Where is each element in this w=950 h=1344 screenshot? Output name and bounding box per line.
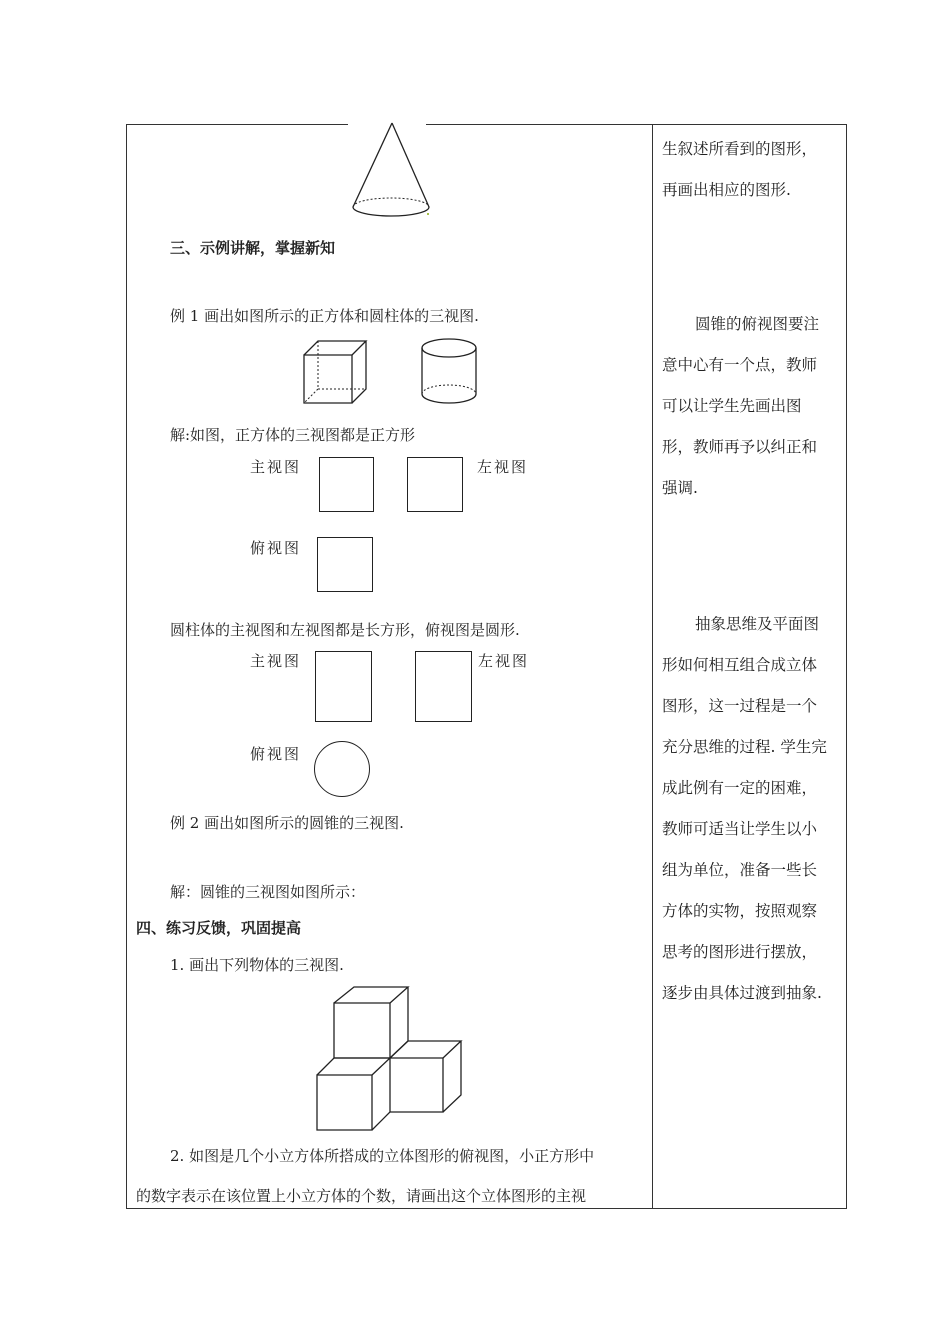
cylinder-views-text: 圆柱体的主视图和左视图都是长方形，俯视图是圆形.	[170, 621, 520, 639]
sidebar-note-2-line: 意中心有一个点，教师	[662, 356, 818, 374]
solution1-text: 解:如图，正方体的三视图都是正方形	[170, 426, 416, 444]
cylinder-top-view	[314, 741, 370, 797]
sidebar-note-3-line: 组为单位，准备一些长	[662, 861, 818, 879]
section3-heading: 三、示例讲解，掌握新知	[170, 239, 336, 257]
cylinder-left-view-label: 左视图	[478, 652, 530, 670]
cube-top-view	[317, 537, 373, 592]
cube-left-view	[407, 457, 463, 512]
section4-heading: 四、练习反馈，巩固提高	[136, 919, 302, 937]
question2-line1: 2. 如图是几个小立方体所搭成的立体图形的俯视图，小正方形中	[170, 1147, 595, 1165]
cube-front-view-label: 主视图	[250, 458, 302, 476]
sidebar-note-2-line: 强调.	[662, 479, 698, 497]
example1-text: 例 1 画出如图所示的正方体和圆柱体的三视图.	[170, 307, 479, 325]
sidebar-note-2	[662, 304, 842, 509]
sidebar-note-3-line: 图形，这一过程是一个	[662, 697, 818, 715]
cone-figure	[345, 120, 445, 220]
solution2-text: 解：圆锥的三视图如图所示：	[170, 883, 366, 901]
sidebar-note-1-line: 生叙述所看到的图形，	[662, 140, 818, 158]
sidebar-note-3-line: 逐步由具体过渡到抽象.	[662, 984, 822, 1002]
cylinder-figure	[418, 336, 488, 416]
sidebar-note-2-line: 形，教师再予以纠正和	[662, 438, 818, 456]
sidebar-note-3-line: 思考的图形进行摆放，	[662, 943, 818, 961]
sidebar-note-3-line: 教师可适当让学生以小	[662, 820, 818, 838]
cube-figure	[300, 337, 380, 417]
cylinder-front-view	[315, 651, 372, 722]
cylinder-top-view-label: 俯视图	[250, 745, 302, 763]
sidebar-note-1	[662, 129, 842, 211]
example2-text: 例 2 画出如图所示的圆锥的三视图.	[170, 814, 404, 832]
cylinder-left-view	[415, 651, 472, 722]
sidebar-note-1-line: 再画出相应的图形.	[662, 181, 791, 199]
sidebar-note-3-line: 成此例有一定的困难，	[662, 779, 818, 797]
sidebar-note-3	[662, 604, 842, 1014]
question2-line2: 的数字表示在该位置上小立方体的个数，请画出这个立体图形的主视	[136, 1187, 587, 1205]
sidebar-note-3-line: 方体的实物，按照观察	[662, 902, 818, 920]
question1-text: 1. 画出下列物体的三视图.	[170, 956, 344, 974]
stacked-cubes-figure	[312, 983, 472, 1143]
cube-left-view-label: 左视图	[477, 458, 529, 476]
sidebar-note-2-line: 圆锥的俯视图要注	[695, 315, 820, 333]
column-divider	[652, 124, 653, 1209]
cube-front-view	[319, 457, 374, 512]
cylinder-front-view-label: 主视图	[250, 652, 302, 670]
cube-top-view-label: 俯视图	[250, 539, 302, 557]
sidebar-note-3-line: 抽象思维及平面图	[695, 615, 820, 633]
sidebar-note-2-line: 可以让学生先画出图	[662, 397, 802, 415]
sidebar-note-3-line: 形如何相互组合成立体	[662, 656, 818, 674]
sidebar-note-3-line: 充分思维的过程. 学生完	[662, 738, 827, 756]
